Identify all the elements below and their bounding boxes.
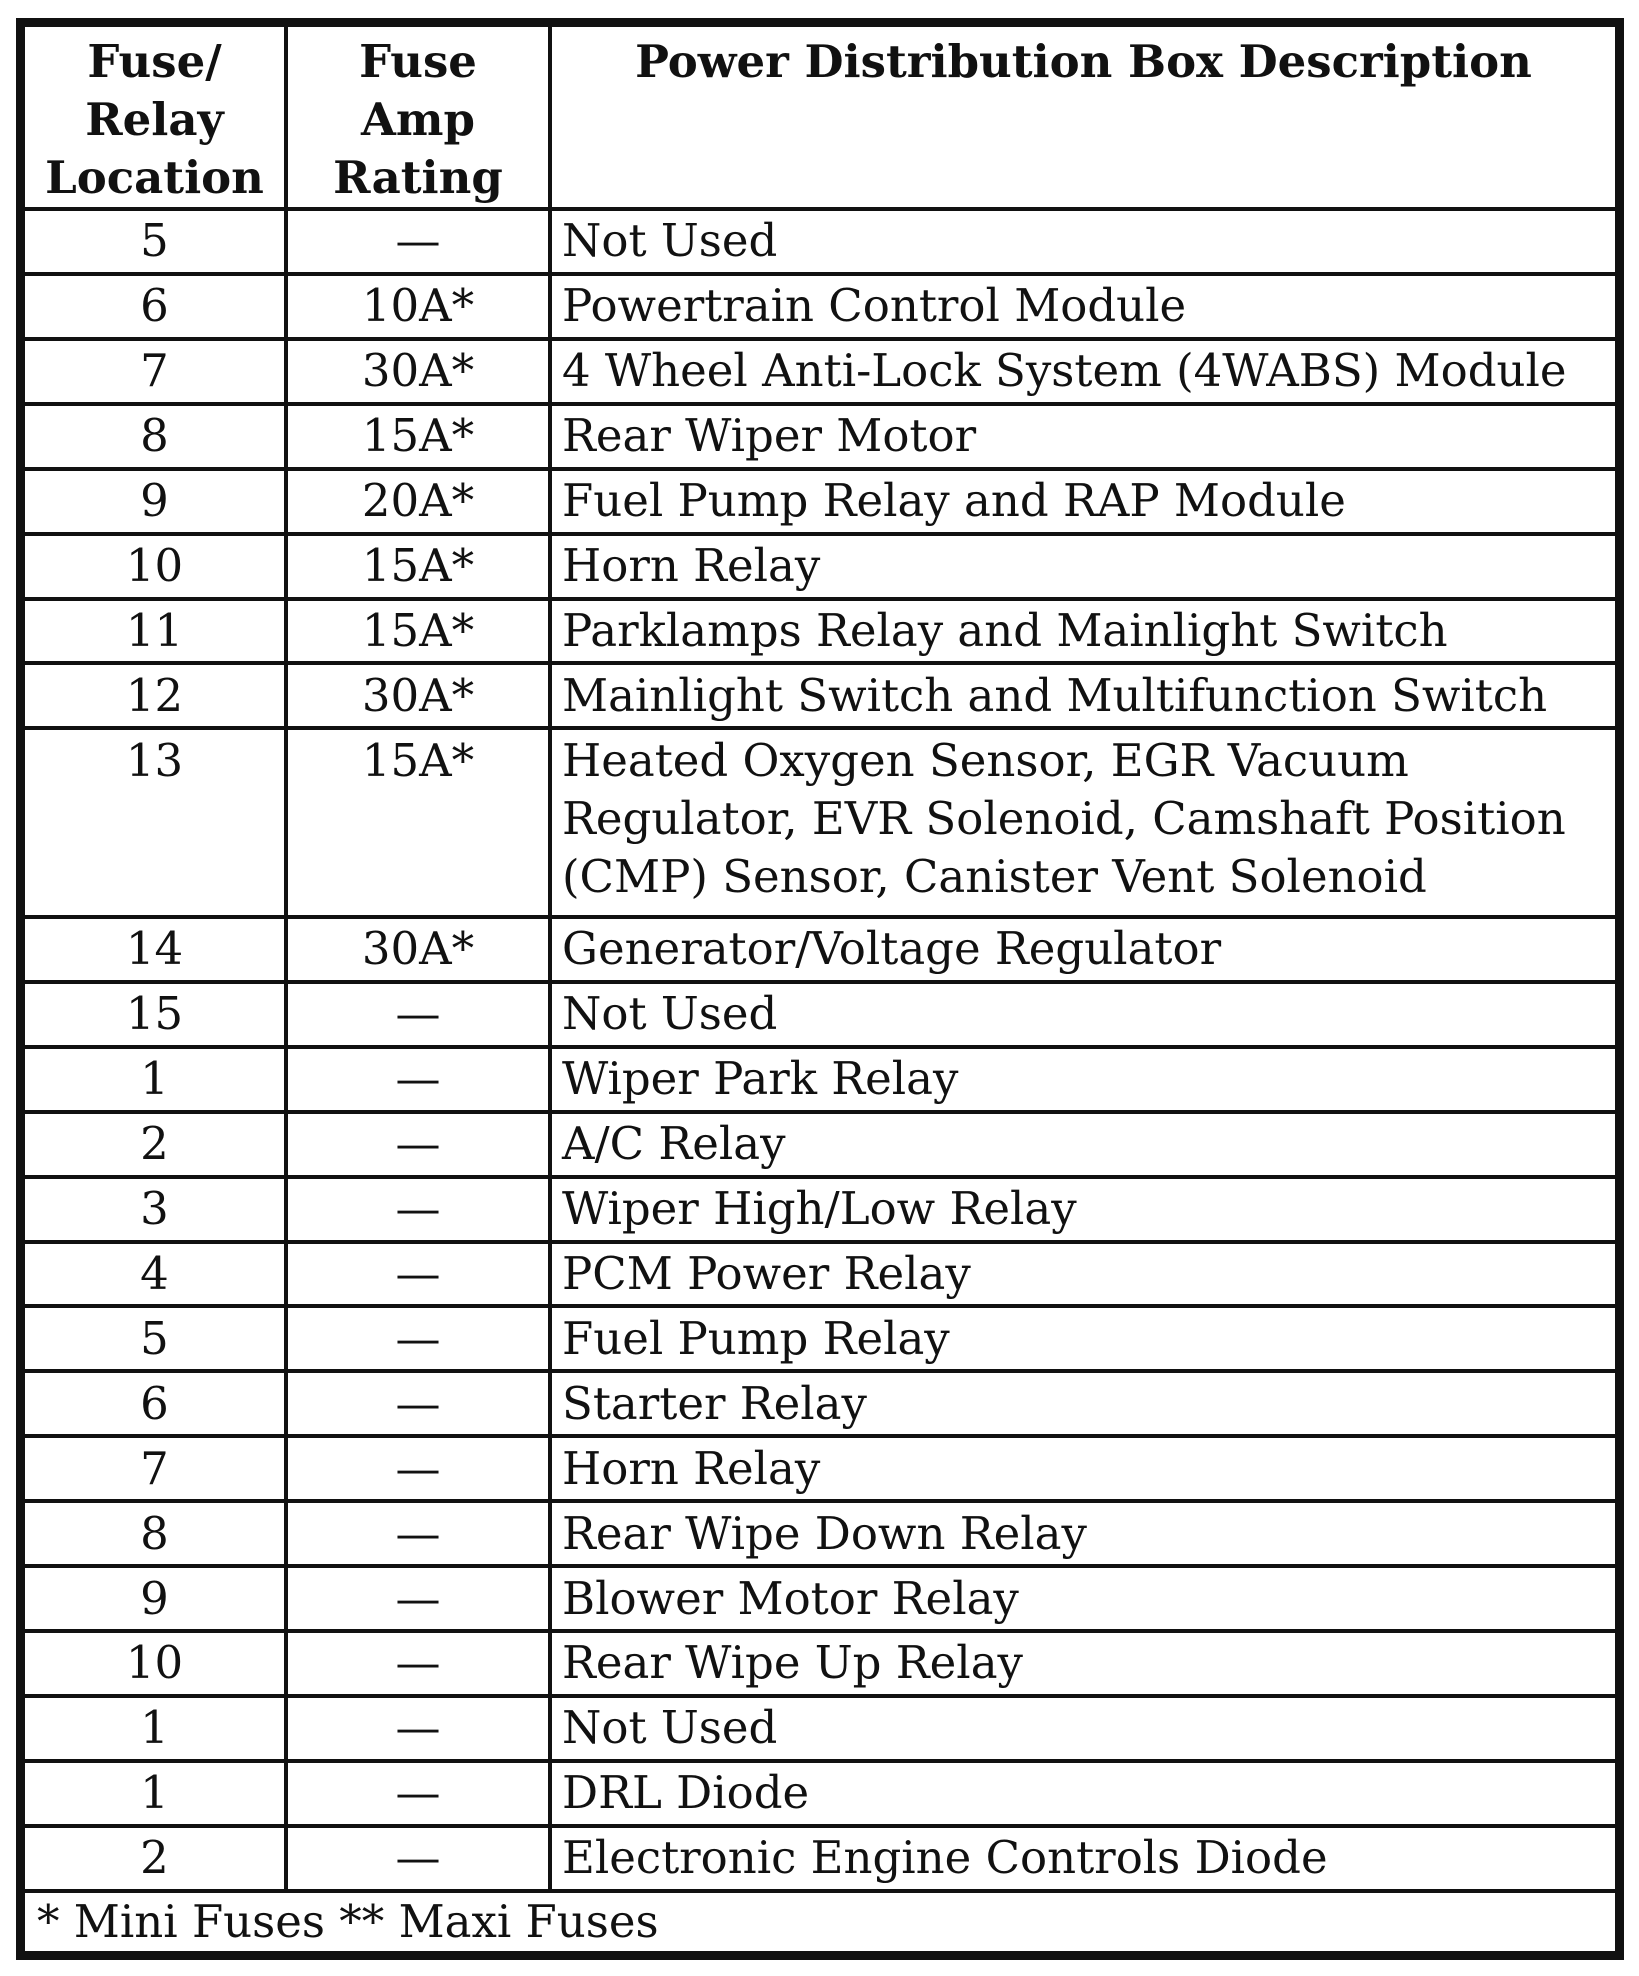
- fuse-amp-rating: —: [286, 1631, 550, 1696]
- fuse-description: [550, 1306, 1617, 1371]
- table-row: [23, 1047, 1617, 1112]
- fuse-amp-rating: 15A*: [286, 728, 550, 917]
- description-line: Horn Relay: [562, 539, 821, 593]
- fuse-amp-rating: —: [286, 1112, 550, 1177]
- header-amp-line: Rating: [333, 151, 503, 204]
- table-row: [23, 917, 1617, 982]
- description-line: Parklamps Relay and Mainlight Switch: [562, 603, 1448, 657]
- table-row: [23, 274, 1617, 339]
- description-line: Wiper Park Relay: [562, 1052, 959, 1106]
- table-row: [23, 1696, 1617, 1761]
- fuse-relay-location: 1: [23, 1696, 286, 1761]
- description-line: DRL Diode: [562, 1766, 810, 1820]
- table-header-row: [23, 25, 1617, 209]
- fuse-description: [550, 469, 1617, 534]
- header-amp-rating: [286, 25, 550, 209]
- table-row: [23, 1306, 1617, 1371]
- table-row: [23, 209, 1617, 274]
- fuse-description: [550, 917, 1617, 982]
- fuse-description: [550, 599, 1617, 664]
- description-line: (CMP) Sensor, Canister Vent Solenoid: [562, 850, 1427, 904]
- fuse-amp-rating: —: [286, 982, 550, 1047]
- fuse-relay-location: 13: [23, 728, 286, 917]
- table-row: [23, 1177, 1617, 1242]
- table-row: [23, 1761, 1617, 1826]
- table-row: [23, 982, 1617, 1047]
- description-line: Regulator, EVR Solenoid, Camshaft Position: [562, 792, 1566, 846]
- header-description: Power Distribution Box Description: [550, 25, 1617, 209]
- fuse-relay-location: 11: [23, 599, 286, 664]
- power-distribution-box-table: [21, 23, 1619, 1955]
- fuse-relay-location: 1: [23, 1761, 286, 1826]
- fuse-relay-location: 7: [23, 1436, 286, 1501]
- fuse-description: [550, 1696, 1617, 1761]
- fuse-relay-location: 10: [23, 534, 286, 599]
- description-line: Not Used: [562, 987, 778, 1041]
- fuse-description: [550, 274, 1617, 339]
- description-line: Not Used: [562, 1701, 778, 1755]
- fuse-description: [550, 982, 1617, 1047]
- description-line: PCM Power Relay: [562, 1246, 971, 1300]
- fuse-relay-location: 1: [23, 1047, 286, 1112]
- description-line: Rear Wiper Motor: [562, 409, 977, 463]
- fuse-description: [550, 1112, 1617, 1177]
- table-row: [23, 1501, 1617, 1566]
- fuse-relay-location: 8: [23, 404, 286, 469]
- fuse-amp-rating: 30A*: [286, 663, 550, 728]
- fuse-relay-location: 5: [23, 1306, 286, 1371]
- header-amp-line: Amp: [361, 93, 475, 146]
- description-line: Starter Relay: [562, 1376, 867, 1430]
- description-line: Wiper High/Low Relay: [562, 1182, 1077, 1236]
- fuse-amp-rating: 15A*: [286, 534, 550, 599]
- table-row: [23, 728, 1617, 917]
- fuse-description: [550, 1436, 1617, 1501]
- fuse-relay-location: 9: [23, 469, 286, 534]
- fuse-amp-rating: 15A*: [286, 404, 550, 469]
- fuse-relay-location: 9: [23, 1566, 286, 1631]
- description-line: Fuel Pump Relay: [562, 1311, 950, 1365]
- fuse-description: [550, 1761, 1617, 1826]
- fuse-amp-rating: —: [286, 1826, 550, 1891]
- fuse-description: [550, 209, 1617, 274]
- description-line: Generator/Voltage Regulator: [562, 922, 1222, 976]
- description-line: Electronic Engine Controls Diode: [562, 1831, 1328, 1885]
- fuse-relay-location: 10: [23, 1631, 286, 1696]
- description-line: Fuel Pump Relay and RAP Module: [562, 474, 1346, 528]
- footnote-row: [23, 1891, 1617, 1953]
- header-location-line: Fuse/: [87, 35, 222, 88]
- description-line: Rear Wipe Up Relay: [562, 1636, 1023, 1690]
- header-location-line: Relay: [85, 93, 224, 146]
- fuse-description: [550, 404, 1617, 469]
- fuse-description: [550, 1501, 1617, 1566]
- fuse-table-frame: [16, 18, 1624, 1960]
- fuse-description: [550, 1177, 1617, 1242]
- fuse-amp-rating: —: [286, 1242, 550, 1307]
- description-line: A/C Relay: [562, 1117, 786, 1171]
- table-row: [23, 339, 1617, 404]
- fuse-description: [550, 1242, 1617, 1307]
- footnote: * Mini Fuses ** Maxi Fuses: [23, 1891, 1617, 1953]
- fuse-amp-rating: 30A*: [286, 339, 550, 404]
- table-row: [23, 1242, 1617, 1307]
- table-row: [23, 1112, 1617, 1177]
- fuse-description: [550, 1371, 1617, 1436]
- table-row: [23, 469, 1617, 534]
- fuse-amp-rating: 20A*: [286, 469, 550, 534]
- fuse-relay-location: 14: [23, 917, 286, 982]
- fuse-description: [550, 534, 1617, 599]
- description-line: Heated Oxygen Sensor, EGR Vacuum: [562, 734, 1409, 788]
- fuse-relay-location: 7: [23, 339, 286, 404]
- header-location-line: Location: [45, 151, 264, 204]
- fuse-description: [550, 1826, 1617, 1891]
- fuse-relay-location: 5: [23, 209, 286, 274]
- fuse-relay-location: 2: [23, 1112, 286, 1177]
- header-amp-line: Fuse: [359, 35, 477, 88]
- fuse-amp-rating: —: [286, 209, 550, 274]
- table-body: [23, 209, 1617, 1891]
- fuse-description: [550, 1047, 1617, 1112]
- fuse-relay-location: 3: [23, 1177, 286, 1242]
- fuse-amp-rating: —: [286, 1047, 550, 1112]
- table-row: [23, 1436, 1617, 1501]
- description-line: Not Used: [562, 214, 778, 268]
- fuse-amp-rating: —: [286, 1306, 550, 1371]
- fuse-amp-rating: —: [286, 1696, 550, 1761]
- fuse-amp-rating: 30A*: [286, 917, 550, 982]
- table-row: [23, 534, 1617, 599]
- fuse-amp-rating: —: [286, 1566, 550, 1631]
- table-row: [23, 663, 1617, 728]
- description-line: Powertrain Control Module: [562, 279, 1187, 333]
- fuse-amp-rating: —: [286, 1761, 550, 1826]
- description-line: Mainlight Switch and Multifunction Switch: [562, 668, 1548, 722]
- fuse-description: [550, 1566, 1617, 1631]
- fuse-amp-rating: —: [286, 1501, 550, 1566]
- fuse-amp-rating: —: [286, 1436, 550, 1501]
- fuse-amp-rating: —: [286, 1371, 550, 1436]
- fuse-description: [550, 339, 1617, 404]
- description-line: Rear Wipe Down Relay: [562, 1506, 1087, 1560]
- fuse-relay-location: 6: [23, 1371, 286, 1436]
- fuse-amp-rating: —: [286, 1177, 550, 1242]
- fuse-relay-location: 8: [23, 1501, 286, 1566]
- fuse-description: [550, 1631, 1617, 1696]
- fuse-relay-location: 12: [23, 663, 286, 728]
- fuse-relay-location: 4: [23, 1242, 286, 1307]
- fuse-relay-location: 15: [23, 982, 286, 1047]
- fuse-amp-rating: 10A*: [286, 274, 550, 339]
- fuse-description: [550, 728, 1617, 917]
- description-line: Blower Motor Relay: [562, 1571, 1019, 1625]
- description-line: Horn Relay: [562, 1441, 821, 1495]
- fuse-relay-location: 2: [23, 1826, 286, 1891]
- header-location: [23, 25, 286, 209]
- table-row: [23, 1826, 1617, 1891]
- table-row: [23, 1566, 1617, 1631]
- fuse-description: [550, 663, 1617, 728]
- table-row: [23, 404, 1617, 469]
- table-row: [23, 1631, 1617, 1696]
- table-row: [23, 1371, 1617, 1436]
- table-row: [23, 599, 1617, 664]
- fuse-amp-rating: 15A*: [286, 599, 550, 664]
- fuse-relay-location: 6: [23, 274, 286, 339]
- description-line: 4 Wheel Anti-Lock System (4WABS) Module: [562, 344, 1567, 398]
